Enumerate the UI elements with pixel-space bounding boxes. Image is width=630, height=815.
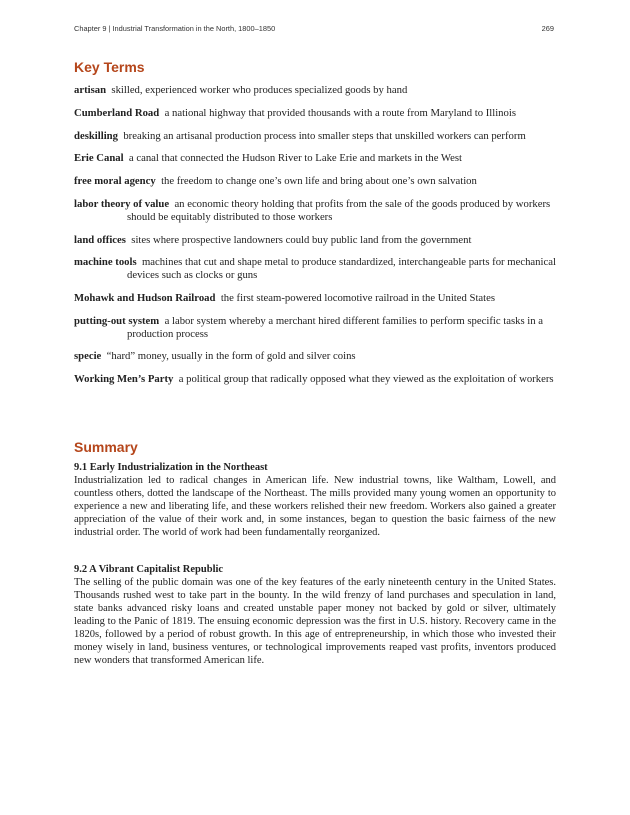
key-term-item [74, 256, 556, 282]
term-definition: a political group that radically opposed what they viewed as the exploitation of workers [178, 373, 554, 386]
key-terms-list [74, 84, 556, 396]
term-word: machine tools [74, 256, 137, 269]
term-definition: a canal that connected the Hudson River to Lake Erie and markets in the West [128, 152, 463, 165]
term-definition: the first steam-powered locomotive railroad in the United States [220, 291, 496, 304]
summary-heading: Summary [74, 439, 138, 455]
term-word: labor theory of value [74, 197, 170, 210]
term-word: putting-out system [74, 314, 160, 327]
key-term-item [74, 175, 556, 188]
key-term-item [74, 234, 556, 247]
summary-section-body: The selling of the public domain was one of the key features of the early nineteenth century in the United States. Thousands rushed west to take part in the bounty. In the wild frenzy of land purchases and speculation in land, state banks advanced risky loans and created unstable paper money not backed by gold or silver, ultimately leading to the Panic of 1819. The ensuing economic depression was the first in U.S. history. Recovery came in the 1820s, followed by a period of robust growth. In this age of entrepreneurship, in which those who invested their money wisely in land, business ventures, or technological improvements reaped vast profits, inventors produced new wonders that transformed American life. [74, 577, 556, 666]
term-definition: an economic theory holding that profits from the sale of the goods produced by workers should be equitably distributed to those workers [127, 197, 551, 223]
term-word: Mohawk and Hudson Railroad [74, 291, 216, 304]
summary-section-body: Industrialization led to radical changes in American life. New industrial towns, like Waltham, Lowell, and countless others, dotted the landscape of the Northeast. The mills provided many young women an opportunity to experience a new and liberating life, and these workers relished their new freedom. Workers also gained a greater appreciation of the value of their work and, in some instances, began to question the basic fairness of the new industrial order. The world of work had been fundamentally reorganized. [74, 475, 556, 538]
term-definition: machines that cut and shape metal to produce standardized, interchangeable parts for mechanical devices such as clocks or guns [127, 256, 556, 282]
term-word: Working Men’s Party [74, 373, 174, 386]
term-definition: a national highway that provided thousands with a route from Maryland to Illinois [164, 106, 516, 119]
term-definition: the freedom to change one’s own life and bring about one’s own salvation [161, 175, 477, 188]
key-term-item [74, 84, 556, 97]
page-number: 269 [541, 24, 554, 33]
term-word: deskilling [74, 129, 118, 142]
key-term-item [74, 198, 556, 224]
key-term-item [74, 292, 556, 305]
key-terms-heading: Key Terms [74, 59, 145, 75]
term-word: free moral agency [74, 175, 156, 188]
summary-content [74, 461, 556, 691]
term-word: specie [74, 350, 102, 363]
term-definition: “hard” money, usually in the form of gold and silver coins [106, 350, 356, 363]
term-definition: skilled, experienced worker who produces specialized goods by hand [111, 84, 408, 96]
key-term-item [74, 350, 556, 363]
term-definition: a labor system whereby a merchant hired different families to perform specific tasks in a production process [127, 314, 544, 340]
chapter-title: Chapter 9 | Industrial Transformation in the North, 1800–1850 [74, 24, 276, 33]
key-term-item [74, 152, 556, 165]
key-term-item [74, 373, 556, 386]
key-term-item [74, 107, 556, 120]
summary-section-title: 9.1 Early Industrialization in the Northeast [74, 462, 268, 473]
term-definition: sites where prospective landowners could buy public land from the government [131, 233, 472, 246]
summary-section-title: 9.2 A Vibrant Capitalist Republic [74, 564, 224, 575]
key-term-item [74, 130, 556, 143]
term-word: Erie Canal [74, 152, 124, 165]
term-word: artisan [74, 84, 107, 96]
term-word: land offices [74, 233, 126, 246]
term-word: Cumberland Road [74, 106, 160, 119]
term-definition: breaking an artisanal production process into smaller steps that unskilled workers can perform [123, 129, 526, 142]
key-term-item [74, 315, 556, 341]
